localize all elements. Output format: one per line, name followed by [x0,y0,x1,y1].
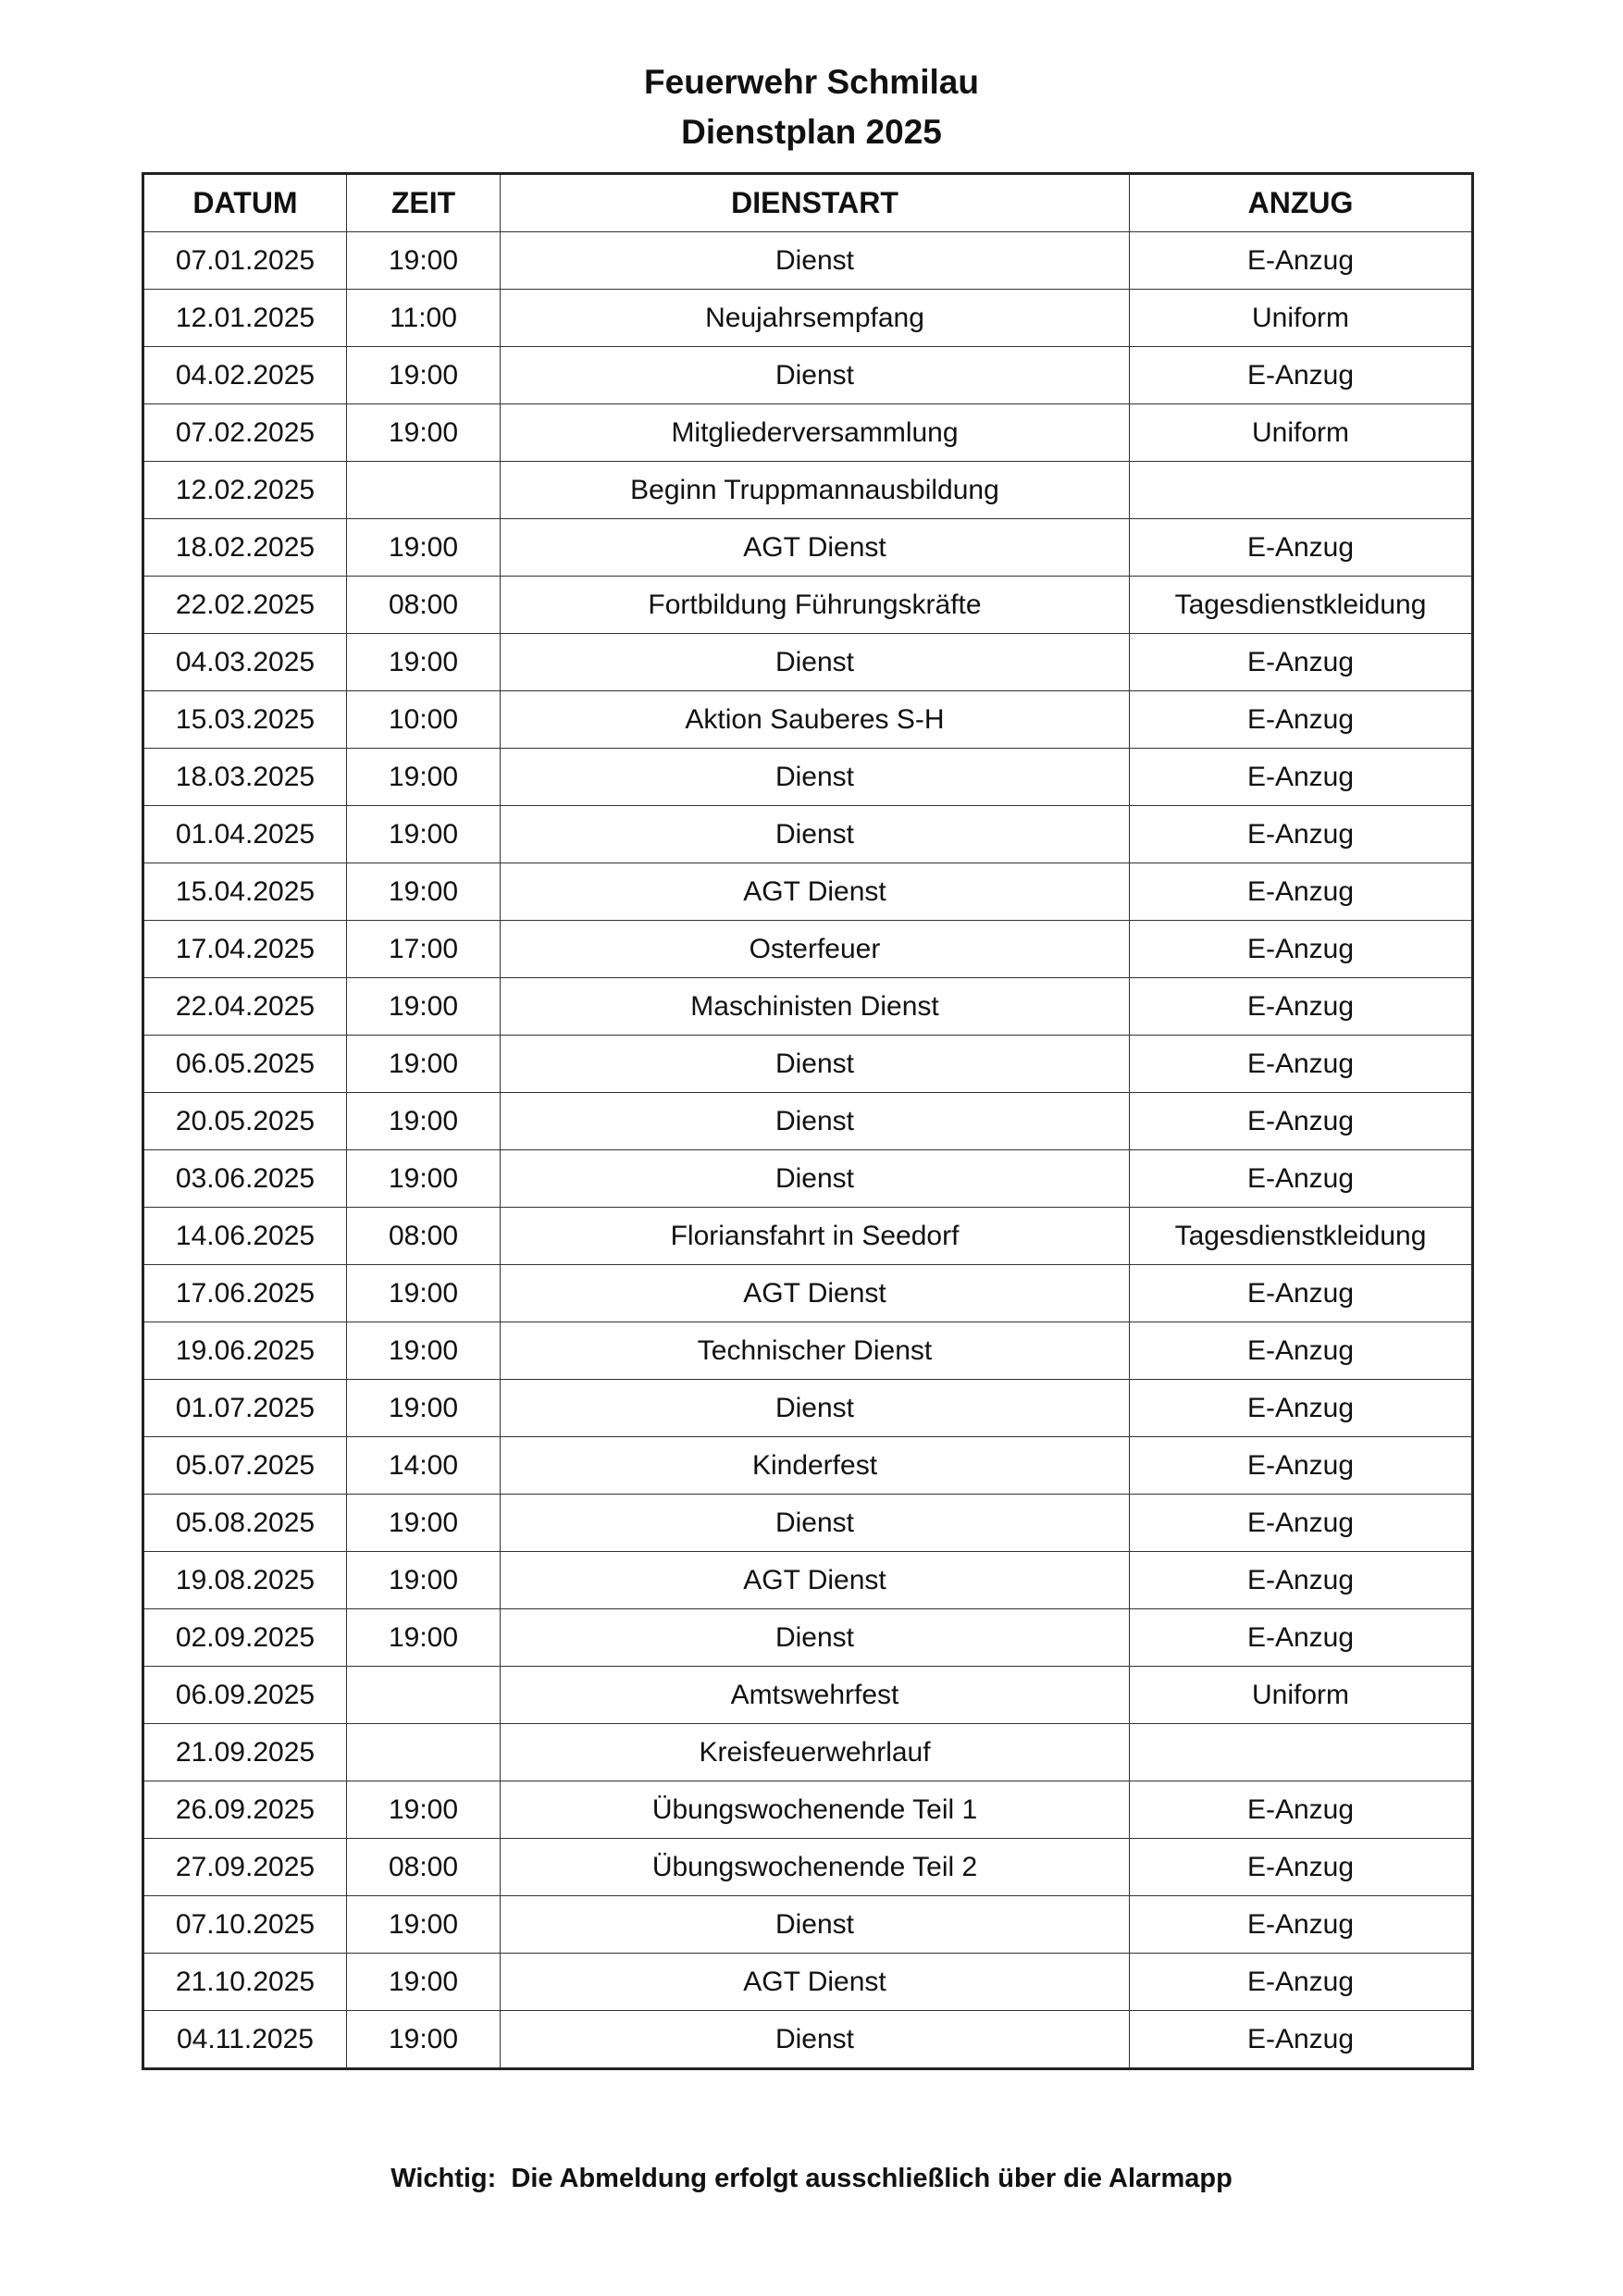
table-row [143,290,1473,347]
service-type-cell: Maschinisten Dienst [501,978,1130,1036]
date-cell: 19.06.2025 [143,1322,347,1380]
service-type-cell: Mitgliederversammlung [501,404,1130,462]
uniform-cell: E-Anzug [1130,1036,1473,1093]
table-row [143,978,1473,1036]
date-cell: 05.07.2025 [143,1437,347,1495]
service-type-cell: Kinderfest [501,1437,1130,1495]
uniform-cell: Tagesdienstkleidung [1130,1208,1473,1265]
service-type-cell: Neujahrsempfang [501,290,1130,347]
date-cell: 19.08.2025 [143,1552,347,1609]
service-type-cell: AGT Dienst [501,1265,1130,1322]
service-type-cell: Dienst [501,347,1130,404]
table-row [143,1036,1473,1093]
header-row [143,174,1473,232]
service-type-cell: Fortbildung Führungskräfte [501,577,1130,634]
table-row [143,1896,1473,1954]
uniform-cell [1130,1724,1473,1781]
date-cell: 27.09.2025 [143,1839,347,1896]
table-row [143,347,1473,404]
date-cell: 07.02.2025 [143,404,347,462]
uniform-cell: E-Anzug [1130,634,1473,691]
service-type-cell: Dienst [501,1609,1130,1667]
uniform-cell: E-Anzug [1130,978,1473,1036]
table-row [143,1380,1473,1437]
table-row [143,404,1473,462]
time-cell [347,462,501,519]
date-cell: 07.10.2025 [143,1896,347,1954]
service-type-cell: AGT Dienst [501,519,1130,577]
service-type-cell: AGT Dienst [501,1552,1130,1609]
table-body [143,232,1473,2069]
service-type-cell: Technischer Dienst [501,1322,1130,1380]
table-row [143,1724,1473,1781]
table-row [143,1150,1473,1208]
uniform-cell: E-Anzug [1130,1781,1473,1839]
uniform-cell: E-Anzug [1130,1380,1473,1437]
table-row [143,1954,1473,2011]
table-row [143,1667,1473,1724]
uniform-cell: E-Anzug [1130,1609,1473,1667]
service-type-cell: Floriansfahrt in Seedorf [501,1208,1130,1265]
table-row [143,232,1473,290]
table-row [143,577,1473,634]
uniform-cell: Uniform [1130,290,1473,347]
date-cell: 05.08.2025 [143,1495,347,1552]
date-cell: 18.03.2025 [143,749,347,806]
table-row [143,519,1473,577]
table-row [143,1322,1473,1380]
table-row [143,2011,1473,2069]
time-cell: 19:00 [347,2011,501,2069]
table-row [143,863,1473,921]
service-type-cell: Beginn Truppmannausbildung [501,462,1130,519]
date-cell: 20.05.2025 [143,1093,347,1150]
time-cell: 19:00 [347,1609,501,1667]
service-type-cell: Aktion Sauberes S-H [501,691,1130,749]
date-cell: 06.05.2025 [143,1036,347,1093]
date-cell: 12.01.2025 [143,290,347,347]
time-cell: 08:00 [347,1208,501,1265]
column-header-zeit: ZEIT [347,174,501,232]
service-type-cell: Amtswehrfest [501,1667,1130,1724]
time-cell [347,1724,501,1781]
service-type-cell: Übungswochenende Teil 1 [501,1781,1130,1839]
time-cell: 19:00 [347,1552,501,1609]
time-cell: 19:00 [347,1093,501,1150]
column-header-dienstart: DIENSTART [501,174,1130,232]
uniform-cell: E-Anzug [1130,2011,1473,2069]
time-cell: 11:00 [347,290,501,347]
time-cell: 19:00 [347,1495,501,1552]
table-row [143,462,1473,519]
table-header [143,174,1473,232]
service-type-cell: Dienst [501,634,1130,691]
column-header-anzug: ANZUG [1130,174,1473,232]
service-type-cell: Dienst [501,749,1130,806]
date-cell: 22.04.2025 [143,978,347,1036]
time-cell: 19:00 [347,347,501,404]
table-row [143,749,1473,806]
table-row [143,1839,1473,1896]
date-cell: 01.07.2025 [143,1380,347,1437]
date-cell: 18.02.2025 [143,519,347,577]
time-cell: 10:00 [347,691,501,749]
time-cell: 19:00 [347,978,501,1036]
table-row [143,1552,1473,1609]
time-cell: 19:00 [347,1954,501,2011]
time-cell: 19:00 [347,1896,501,1954]
uniform-cell: Uniform [1130,1667,1473,1724]
time-cell: 19:00 [347,1322,501,1380]
time-cell: 19:00 [347,1781,501,1839]
date-cell: 04.11.2025 [143,2011,347,2069]
service-type-cell: Dienst [501,1896,1130,1954]
date-cell: 15.03.2025 [143,691,347,749]
service-type-cell: Dienst [501,2011,1130,2069]
table-row [143,921,1473,978]
service-type-cell: Dienst [501,1150,1130,1208]
date-cell: 22.02.2025 [143,577,347,634]
time-cell: 17:00 [347,921,501,978]
date-cell: 01.04.2025 [143,806,347,863]
organization-title: Feuerwehr Schmilau [644,63,979,101]
date-cell: 04.03.2025 [143,634,347,691]
uniform-cell: E-Anzug [1130,347,1473,404]
table-row [143,806,1473,863]
date-cell: 17.06.2025 [143,1265,347,1322]
uniform-cell: E-Anzug [1130,519,1473,577]
uniform-cell: E-Anzug [1130,1839,1473,1896]
date-cell: 04.02.2025 [143,347,347,404]
table-row [143,634,1473,691]
time-cell: 19:00 [347,519,501,577]
uniform-cell: E-Anzug [1130,1954,1473,2011]
date-cell: 02.09.2025 [143,1609,347,1667]
time-cell: 19:00 [347,1150,501,1208]
date-cell: 21.10.2025 [143,1954,347,2011]
table-row [143,1437,1473,1495]
uniform-cell: E-Anzug [1130,691,1473,749]
uniform-cell: Tagesdienstkleidung [1130,577,1473,634]
time-cell: 19:00 [347,1380,501,1437]
date-cell: 06.09.2025 [143,1667,347,1724]
uniform-cell: E-Anzug [1130,1495,1473,1552]
uniform-cell: E-Anzug [1130,1322,1473,1380]
service-type-cell: Dienst [501,1036,1130,1093]
service-type-cell: AGT Dienst [501,863,1130,921]
date-cell: 03.06.2025 [143,1150,347,1208]
table-row [143,1208,1473,1265]
date-cell: 12.02.2025 [143,462,347,519]
column-header-datum: DATUM [143,174,347,232]
table-row [143,1781,1473,1839]
schedule-title: Dienstplan 2025 [681,113,942,151]
service-type-cell: Übungswochenende Teil 2 [501,1839,1130,1896]
uniform-cell: E-Anzug [1130,1150,1473,1208]
time-cell: 19:00 [347,404,501,462]
uniform-cell: E-Anzug [1130,749,1473,806]
time-cell: 08:00 [347,1839,501,1896]
time-cell: 19:00 [347,1265,501,1322]
uniform-cell: Uniform [1130,404,1473,462]
schedule-table [142,172,1474,2070]
time-cell: 14:00 [347,1437,501,1495]
service-type-cell: Kreisfeuerwehrlauf [501,1724,1130,1781]
service-type-cell: Osterfeuer [501,921,1130,978]
table-row [143,1495,1473,1552]
time-cell: 19:00 [347,1036,501,1093]
uniform-cell: E-Anzug [1130,1552,1473,1609]
time-cell: 19:00 [347,232,501,290]
time-cell: 19:00 [347,634,501,691]
uniform-cell: E-Anzug [1130,1437,1473,1495]
table-row [143,1093,1473,1150]
important-note: Wichtig: Die Abmeldung erfolgt ausschließlich über die Alarmapp [390,2164,1233,2193]
uniform-cell: E-Anzug [1130,1896,1473,1954]
time-cell: 19:00 [347,806,501,863]
date-cell: 14.06.2025 [143,1208,347,1265]
time-cell: 08:00 [347,577,501,634]
service-type-cell: Dienst [501,232,1130,290]
uniform-cell: E-Anzug [1130,806,1473,863]
service-type-cell: Dienst [501,1380,1130,1437]
table-row [143,1609,1473,1667]
uniform-cell: E-Anzug [1130,1093,1473,1150]
document-header [0,57,1623,157]
time-cell [347,1667,501,1724]
service-type-cell: Dienst [501,1093,1130,1150]
uniform-cell: E-Anzug [1130,863,1473,921]
date-cell: 07.01.2025 [143,232,347,290]
service-type-cell: AGT Dienst [501,1954,1130,2011]
date-cell: 15.04.2025 [143,863,347,921]
service-type-cell: Dienst [501,806,1130,863]
uniform-cell: E-Anzug [1130,921,1473,978]
time-cell: 19:00 [347,749,501,806]
service-type-cell: Dienst [501,1495,1130,1552]
date-cell: 17.04.2025 [143,921,347,978]
table-row [143,1265,1473,1322]
uniform-cell [1130,462,1473,519]
date-cell: 26.09.2025 [143,1781,347,1839]
table-row [143,691,1473,749]
uniform-cell: E-Anzug [1130,232,1473,290]
time-cell: 19:00 [347,863,501,921]
uniform-cell: E-Anzug [1130,1265,1473,1322]
date-cell: 21.09.2025 [143,1724,347,1781]
